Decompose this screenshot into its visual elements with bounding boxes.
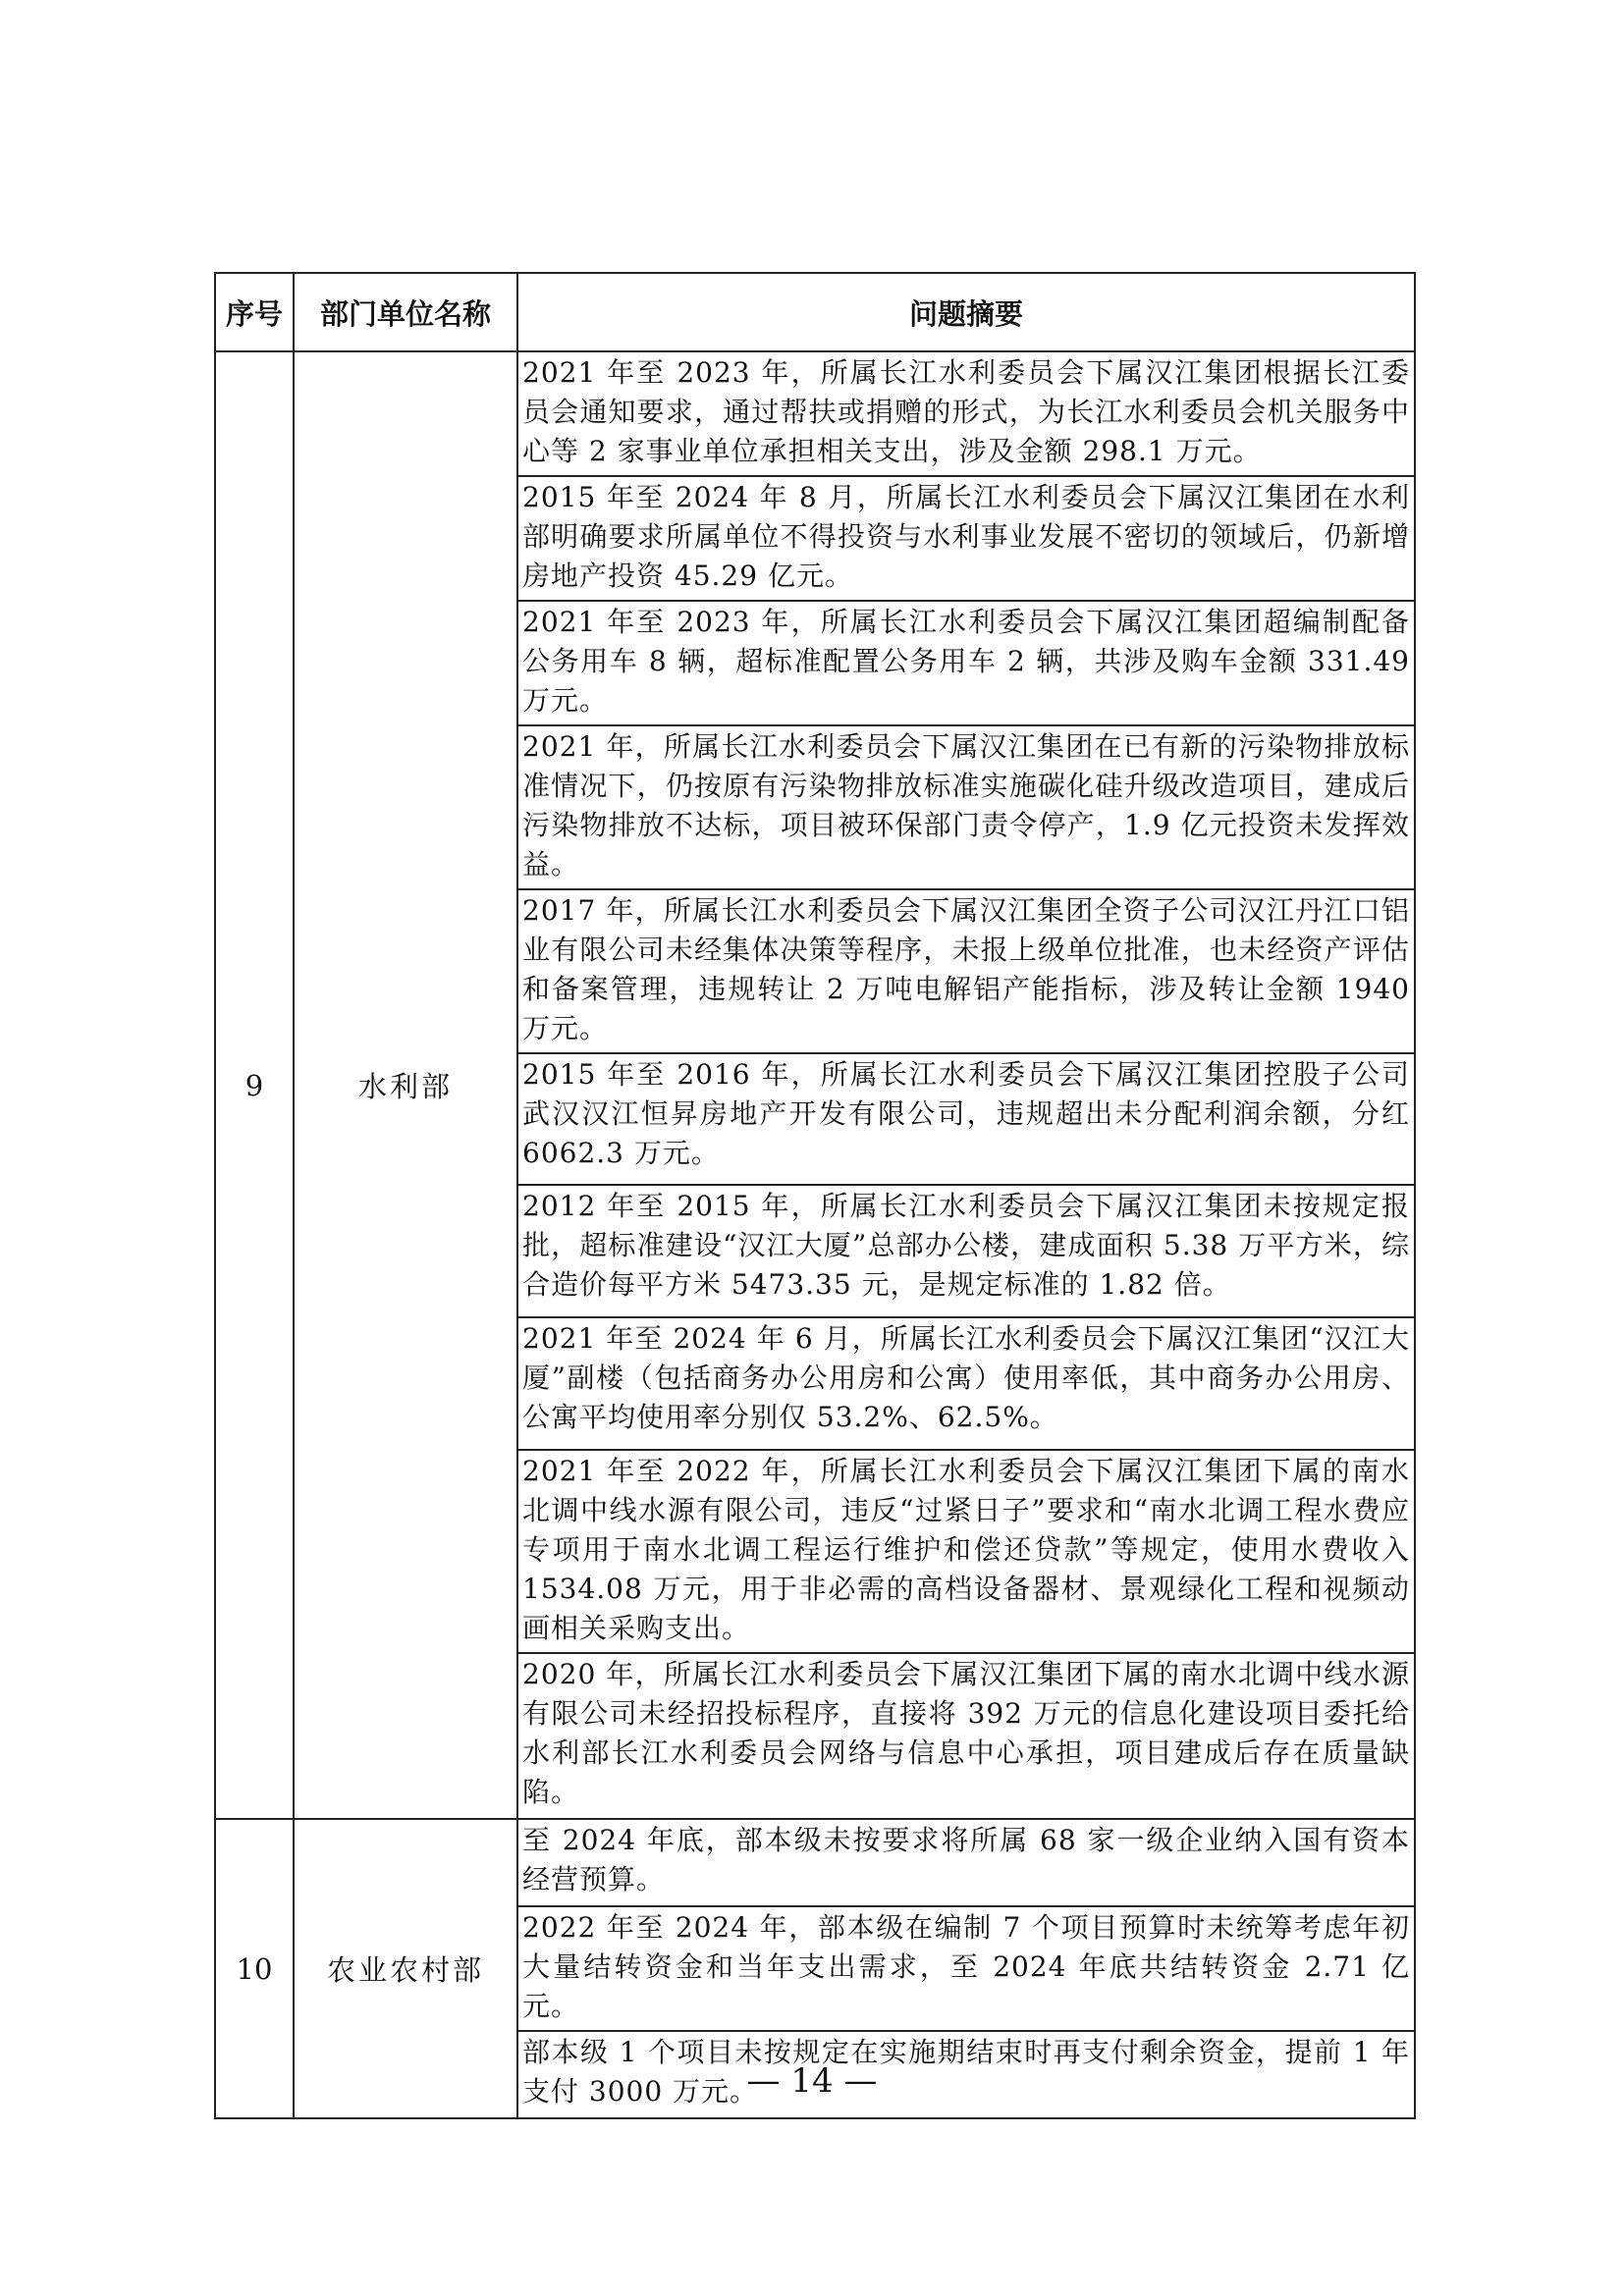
issue-summary-cell: 2015 年至 2016 年，所属长江水利委员会下属汉江集团控股子公司武汉汉江恒昇房地产开发有限公司，违规超出未分配利润余额，分红 6062.3 万元。 <box>517 1053 1415 1185</box>
header-summary: 问题摘要 <box>517 273 1415 351</box>
issue-summary-cell: 2020 年，所属长江水利委员会下属汉江集团下属的南水北调中线水源有限公司未经招投标程序，直接将 392 万元的信息化建设项目委托给水利部长江水利委员会网络与信息中心承担，项目建成后存在质量缺陷。 <box>517 1653 1415 1819</box>
issue-summary-cell: 2021 年至 2024 年 6 月，所属长江水利委员会下属汉江集团“汉江大厦”副楼（包括商务办公用房和公寓）使用率低，其中商务办公用房、公寓平均使用率分别仅 53.2%、62.5%。 <box>517 1317 1415 1450</box>
row-number-cell: 10 <box>215 1819 294 2118</box>
issue-summary-cell: 2021 年，所属长江水利委员会下属汉江集团在已有新的污染物排放标准情况下，仍按原有污染物排放标准实施碳化硅升级改造项目，建成后污染物排放不达标，项目被环保部门责令停产，1.9 亿元投资未发挥效益。 <box>517 725 1415 889</box>
header-no: 序号 <box>215 273 294 351</box>
header-dept: 部门单位名称 <box>294 273 517 351</box>
table-row <box>215 351 1415 476</box>
issue-summary-cell: 2021 年至 2022 年，所属长江水利委员会下属汉江集团下属的南水北调中线水源有限公司，违反“过紧日子”要求和“南水北调工程水费应专项用于南水北调工程运行维护和偿还贷款”等规定，使用水费收入 1534.08 万元，用于非必需的高档设备器材、景观绿化工程和视频动画相关采购支出。 <box>517 1450 1415 1653</box>
page-number: — 14 — <box>746 2061 878 2101</box>
issue-summary-cell: 2021 年至 2023 年，所属长江水利委员会下属汉江集团根据长江委员会通知要求，通过帮扶或捐赠的形式，为长江水利委员会机关服务中心等 2 家事业单位承担相关支出，涉及金额 298.1 万元。 <box>517 351 1415 476</box>
department-name-cell: 水利部 <box>294 351 517 1819</box>
table-header-row <box>215 273 1415 351</box>
issue-summary-cell: 2012 年至 2015 年，所属长江水利委员会下属汉江集团未按规定报批，超标准建设“汉江大厦”总部办公楼，建成面积 5.38 万平方米，综合造价每平方米 5473.35 元，是规定标准的 1.82 倍。 <box>517 1185 1415 1317</box>
table-row <box>215 1819 1415 1906</box>
issue-summary-cell: 至 2024 年底，部本级未按要求将所属 68 家一级企业纳入国有资本经营预算。 <box>517 1819 1415 1906</box>
issue-summary-cell: 2021 年至 2023 年，所属长江水利委员会下属汉江集团超编制配备公务用车 8 辆，超标准配置公务用车 2 辆，共涉及购车金额 331.49 万元。 <box>517 601 1415 725</box>
department-name-cell: 农业农村部 <box>294 1819 517 2118</box>
issue-summary-cell: 2017 年，所属长江水利委员会下属汉江集团全资子公司汉江丹江口铝业有限公司未经集体决策等程序，未报上级单位批准，也未经资产评估和备案管理，违规转让 2 万吨电解铝产能指标，涉及转让金额 1940 万元。 <box>517 889 1415 1053</box>
row-number-cell: 9 <box>215 351 294 1819</box>
audit-issues-table <box>214 272 1416 2119</box>
issue-summary-cell: 2015 年至 2024 年 8 月，所属长江水利委员会下属汉江集团在水利部明确要求所属单位不得投资与水利事业发展不密切的领域后，仍新增房地产投资 45.29 亿元。 <box>517 476 1415 601</box>
issue-summary-cell: 2022 年至 2024 年，部本级在编制 7 个项目预算时未统筹考虑年初大量结转资金和当年支出需求，至 2024 年底共结转资金 2.71 亿元。 <box>517 1906 1415 2031</box>
issue-summary-cell: 部本级 1 个项目未按规定在实施期结束时再支付剩余资金，提前 1 年支付 3000 万元。 <box>517 2031 1415 2118</box>
